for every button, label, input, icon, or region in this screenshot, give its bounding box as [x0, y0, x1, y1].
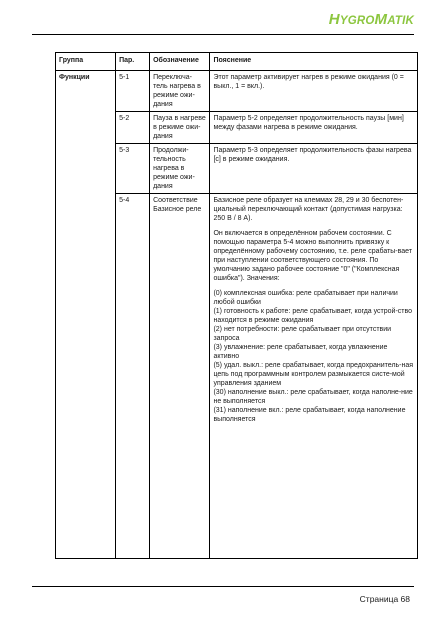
name-cell: Переключа-тель нагрева в режиме ожи-дания [150, 71, 210, 112]
footer-divider [32, 586, 414, 587]
option-list [213, 289, 414, 424]
desc-cell: Этот параметр активирует нагрев в режиме ожидания (0 = выкл., 1 = вкл.). [210, 71, 418, 112]
header-name: Обозначение [150, 53, 210, 71]
table-row [56, 71, 418, 112]
logo-text-1: YGRO [339, 15, 375, 27]
desc-cell [210, 194, 418, 559]
parameter-table [55, 52, 418, 559]
desc-paragraph: Он включается в определённом рабочем состоянии. С помощью параметра 5-4 можно выполнить привязку к определённому рабочему состоянию, т.е. реле срабаты-вает при наступлении соответствующего состояния. По умолчанию задано рабочее состояние "0" ("Комплексная ошибка"). Значения: [213, 230, 413, 282]
header-par: Пар. [116, 53, 150, 71]
header-group: Группа [56, 53, 116, 71]
group-cell: Функции [56, 71, 116, 559]
logo-letter-h: H [328, 11, 340, 28]
par-cell: 5-2 [116, 112, 150, 144]
option-item: (2) нет потребности: реле срабатывает при отсутствии запроса [213, 326, 392, 342]
name-cell: Соответствие Базисное реле [150, 194, 210, 559]
name-cell: Пауза в нагреве в режиме ожи-дания [150, 112, 210, 144]
par-cell: 5-4 [116, 194, 150, 559]
hygromatik-logo [329, 11, 414, 29]
option-item: (1) готовность к работе: реле срабатывает, когда устрой-ство находится в режиме ожидания [213, 308, 413, 324]
option-item: (5) удал. выкл.: реле срабатывает, когда предохранитель-ная цепь под программным контролем размыкается систе-мой управления зданием [213, 362, 414, 387]
page-number: Страница 68 [359, 594, 410, 604]
name-cell: Продолжи-тельность нагрева в режиме ожи-дания [150, 144, 210, 194]
header-divider [32, 34, 414, 35]
logo-letter-m: M [374, 11, 388, 28]
option-item: (0) комплексная ошибка: реле срабатывает при наличии любой ошибки [213, 290, 398, 306]
desc-paragraph: Базисное реле образует на клеммах 28, 29 и 30 беспотен-циальный переключающий контакт (допустимая нагрузка: 250 В / 8 А). [213, 197, 404, 222]
option-item: (3) увлажнение: реле срабатывает, когда увлажнение активно [213, 344, 388, 360]
desc-cell: Параметр 5-3 определяет продолжительность фазы нагрева [с] в режиме ожидания. [210, 144, 418, 194]
par-cell: 5-1 [116, 71, 150, 112]
table-header-row [56, 53, 418, 71]
par-cell: 5-3 [116, 144, 150, 194]
option-item: (30) наполнение выкл.: реле срабатывает, когда наполне-ние не выполняется [213, 389, 413, 405]
option-item: (31) наполнение вкл.: реле срабатывает, когда наполнение выполняется [213, 407, 406, 423]
logo-text-2: ATIK [387, 15, 414, 27]
desc-cell: Параметр 5-2 определяет продолжительность паузы [мин] между фазами нагрева в режиме ожидания. [210, 112, 418, 144]
header-desc: Пояснение [210, 53, 418, 71]
